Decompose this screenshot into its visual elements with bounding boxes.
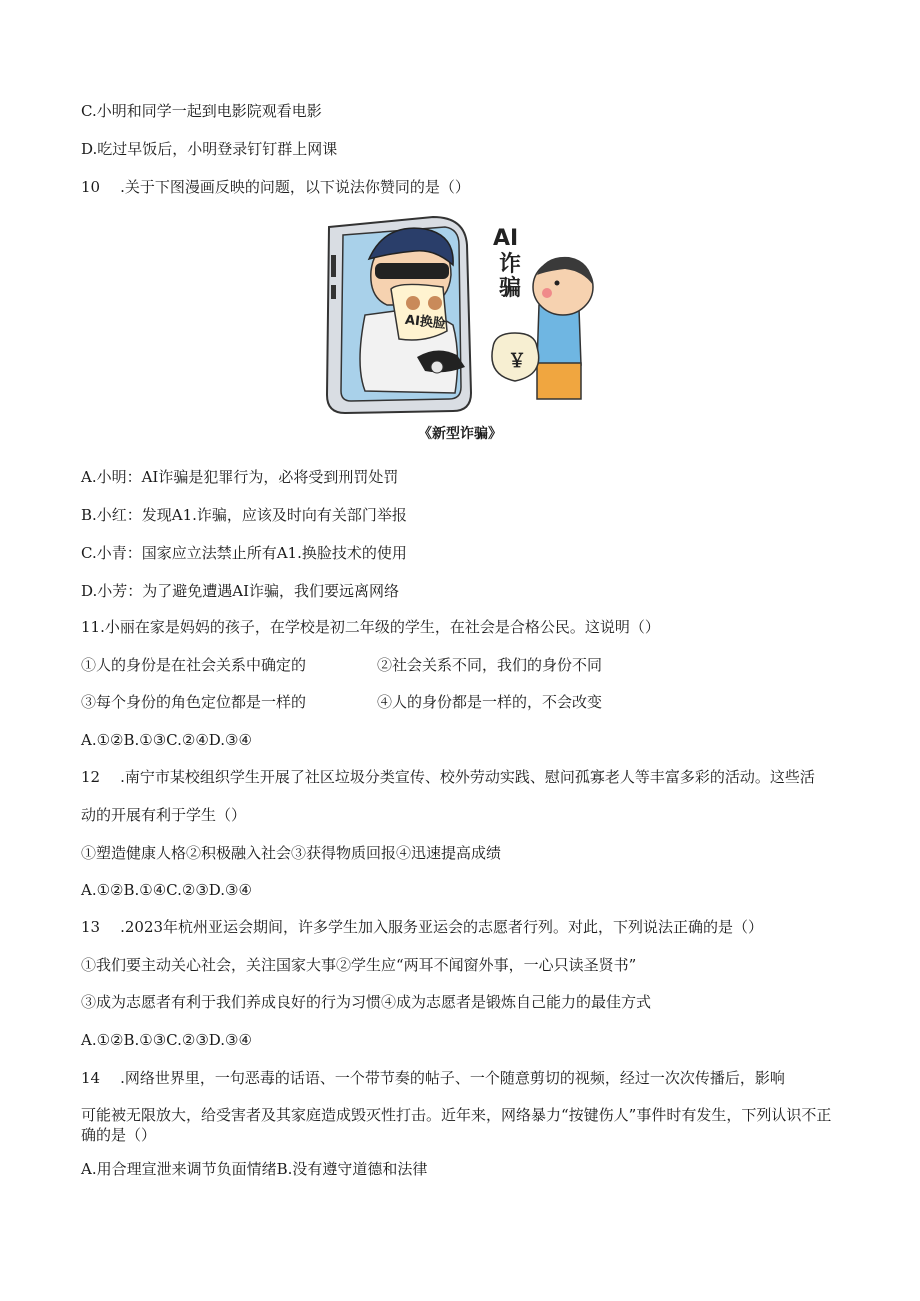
question-text: .南宁市某校组织学生开展了社区垃圾分类宣传、校外劳动实践、慰问孤寡老人等丰富多彩的活动。这些活 — [120, 768, 815, 786]
q10-option-d: D.小芳：为了避免遭遇AI诈骗，我们要远离网络 — [81, 582, 400, 600]
q11-options: A.①②B.①③C.②④D.③④ — [81, 731, 252, 749]
q13-stem — [81, 917, 763, 937]
q11-statement-2: ②社会关系不同，我们的身份不同 — [377, 656, 603, 674]
image-caption: 《新型诈骗》 — [418, 426, 502, 442]
q9-option-c: C.小明和同学一起到电影院观看电影 — [81, 102, 322, 120]
question-number: 13 — [81, 918, 101, 936]
question-number: 12 — [81, 768, 101, 786]
question-text: .关于下图漫画反映的问题，以下说法你赞同的是（） — [120, 178, 470, 196]
q11-statement-3: ③每个身份的角色定位都是一样的 — [81, 693, 307, 711]
q13-options: A.①②B.①③C.②③D.③④ — [81, 1031, 252, 1049]
question-text: .网络世界里，一句恶毒的话语、一个带节奏的帖子、一个随意剪切的视频，经过一次次传播后，影响 — [120, 1069, 785, 1087]
mask-text: AI换脸 — [404, 312, 447, 332]
q14-stem — [81, 1068, 785, 1088]
q14-stem-cont: 可能被无限放大，给受害者及其家庭造成毁灭性打击。近年来，网络暴力“按键伤人”事件时有发生，下列认识不正确的是（） — [81, 1106, 832, 1144]
label-zha: 诈 — [499, 252, 522, 277]
q12-statements: ①塑造健康人格②积极融入社会③获得物质回报④迅速提高成绩 — [81, 844, 502, 862]
question-number: 10 — [81, 178, 101, 196]
question-text: .2023年杭州亚运会期间，许多学生加入服务亚运会的志愿者行列。对此，下列说法正确的是（） — [120, 918, 764, 936]
q12-stem-cont: 动的开展有利于学生（） — [81, 806, 247, 824]
q9-option-d: D.吃过早饭后，小明登录钉钉群上网课 — [81, 140, 338, 158]
q10-option-b: B.小红：发现A1.诈骗，应该及时向有关部门举报 — [81, 506, 407, 524]
q13-statements-2: ③成为志愿者有利于我们养成良好的行为习惯④成为志愿者是锻炼自己能力的最佳方式 — [81, 993, 652, 1011]
q14-options-ab: A.用合理宣泄来调节负面情绪B.没有遵守道德和法律 — [81, 1160, 428, 1178]
label-ai: AI — [493, 226, 519, 251]
q12-options: A.①②B.①④C.②③D.③④ — [81, 881, 252, 899]
q10-option-c: C.小青：国家应立法禁止所有A1.换脸技术的使用 — [81, 544, 407, 562]
q10-option-a: A.小明：AI诈骗是犯罪行为，必将受到刑罚处罚 — [81, 468, 399, 486]
money-bag-icon — [492, 333, 539, 381]
q13-statements-1: ①我们要主动关心社会，关注国家大事②学生应“两耳不闻窗外事，一心只读圣贤书” — [81, 956, 637, 974]
q11-statement-4: ④人的身份都是一样的，不会改变 — [377, 693, 603, 711]
q12-stem — [81, 767, 815, 787]
q11-statement-1: ①人的身份是在社会关系中确定的 — [81, 656, 307, 674]
q10-stem — [81, 177, 470, 197]
label-pian: 骗 — [499, 276, 522, 301]
ai-fraud-cartoon-image — [325, 215, 597, 415]
q11-stem: 11.小丽在家是妈妈的孩子，在学校是初二年级的学生，在社会是合格公民。这说明（） — [81, 618, 660, 636]
bag-symbol: ￥ — [508, 351, 526, 372]
question-number: 14 — [81, 1069, 101, 1087]
